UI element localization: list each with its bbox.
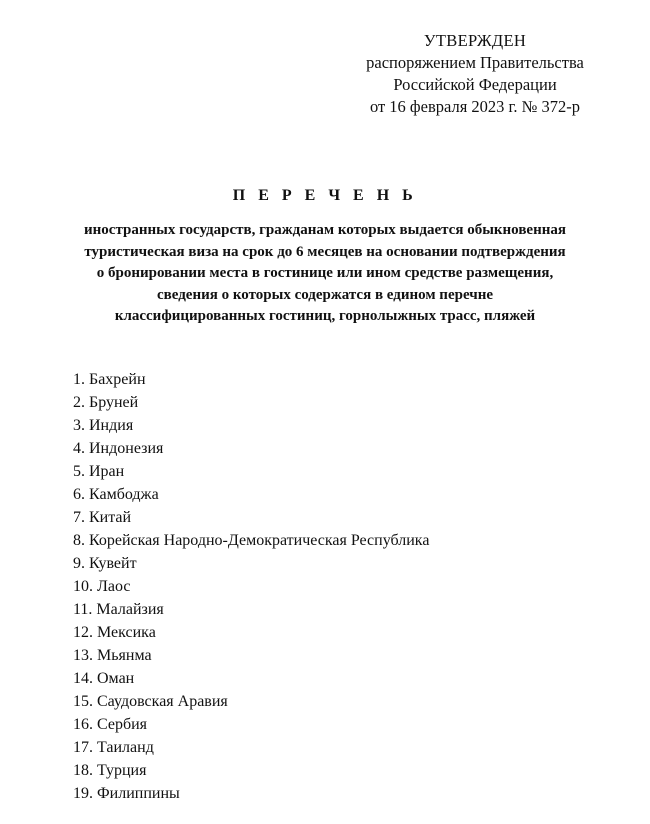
list-item: 19. Филиппины [73,785,180,802]
list-item: 10. Лаос [73,578,131,595]
approval-stamp: УТВЕРЖДЕН [423,31,527,50]
list-item: 17. Таиланд [73,739,154,756]
subtitle-line-5: классифицированных гостиниц, горнолыжных трасс, пляжей [114,308,536,324]
list-item: 4. Индонезия [73,440,164,457]
list-item: 9. Кувейт [73,555,137,572]
subtitle-line-1: иностранных государств, гражданам которых выдается обыкновенная [84,222,566,238]
subtitle-line-2: туристическая виза на срок до 6 месяцев на основании подтверждения [84,243,566,260]
list-item: 16. Сербия [73,716,148,733]
list-item: 18. Турция [73,762,147,779]
list-item: 12. Мексика [73,624,156,641]
country-list [73,368,429,805]
document-title: П Е Р Е Ч Е Н Ь [232,187,418,204]
list-item: 6. Камбоджа [73,486,159,503]
list-item: 15. Саудовская Аравия [73,693,228,710]
list-item: 2. Бруней [73,394,139,411]
list-item: 8. Корейская Народно-Демократическая Республика [73,532,430,549]
list-item: 14. Оман [73,670,135,687]
subtitle-line-4: сведения о которых содержатся в едином перечне [156,286,493,303]
list-item: 1. Бахрейн [73,371,146,388]
approval-line-2: Российской Федерации [393,75,557,94]
approval-line-3: от 16 февраля 2023 г. № 372-р [369,97,581,116]
list-item: 11. Малайзия [73,601,164,618]
list-item: 13. Мьянма [73,647,152,664]
subtitle-line-3: о бронировании места в гостинице или ином средстве размещения, [96,265,554,281]
approval-block [340,30,610,118]
list-item: 7. Китай [73,509,132,526]
list-item: 3. Индия [73,417,134,434]
list-item: 5. Иран [73,463,125,480]
document-subtitle [0,220,650,328]
approval-line-1: распоряжением Правительства [366,53,584,72]
